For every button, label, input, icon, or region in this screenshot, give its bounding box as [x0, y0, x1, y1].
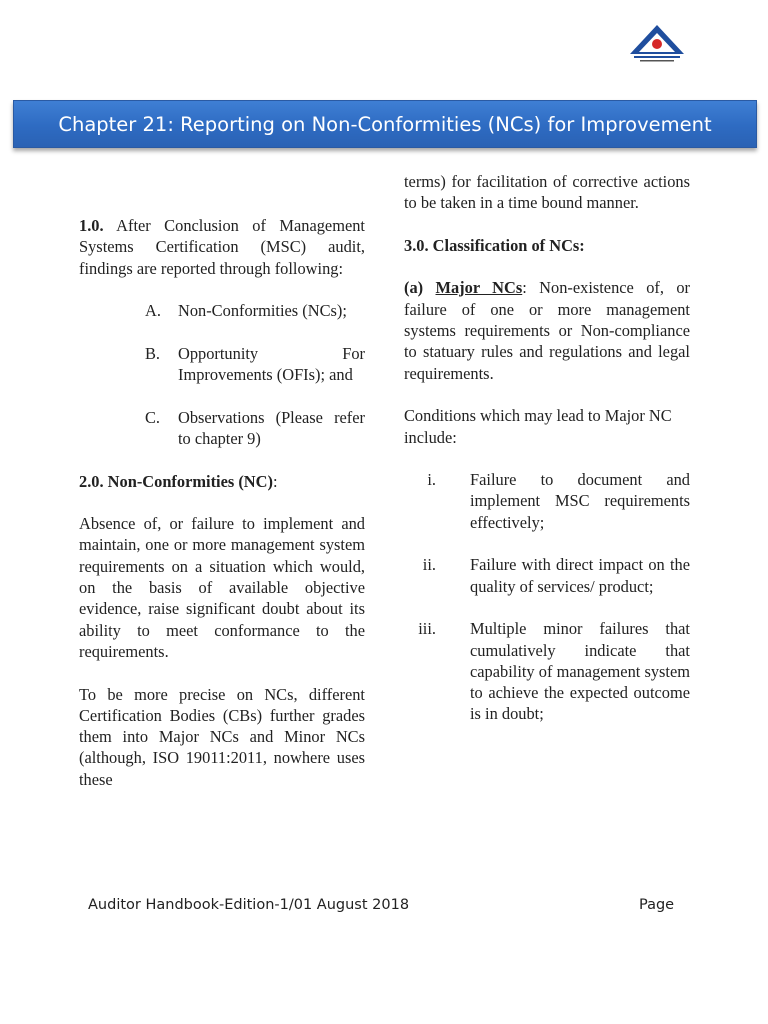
- condition-marker: i.: [427, 470, 436, 490]
- condition-text: Multiple minor failures that cumulatively indicate that capability of management system to achieve the expected outcome is in doubt;: [470, 619, 690, 724]
- major-nc-term: Major NCs: [435, 278, 523, 298]
- intro-number: 1.0.: [79, 216, 104, 235]
- intro-text: After Conclusion of Management Systems Certification (MSC) audit, findings are reported through following:: [79, 216, 365, 278]
- chapter-title-bar: [13, 100, 757, 148]
- finding-text: Observations (Please refer to chapter 9): [178, 407, 365, 448]
- footer-page-label: Page: [639, 897, 675, 913]
- major-nc-text: : Non-existence of, or failure of one or more management systems requirements or Non-compliance to statuary rules and regulations and legal requirements.: [404, 278, 690, 383]
- finding-marker: C.: [145, 407, 161, 427]
- finding-item-b: [79, 343, 365, 386]
- intro-paragraph: [79, 215, 365, 279]
- section-2-paragraph-1: Absence of, or failure to implement and maintain, one or more management system requirements on a situation which would, on the basis of available objective evidence, raise significant doubt about its ability to meet conformance to the requirements.: [79, 514, 365, 661]
- finding-text: Opportunity For Improvements (OFIs); and: [178, 343, 365, 385]
- condition-item-i: [404, 469, 690, 533]
- condition-item-iii: [404, 618, 690, 724]
- chapter-title: Chapter 21: Reporting on Non-Conformities (NCs) for Improvement: [58, 112, 712, 136]
- right-column: [404, 171, 690, 725]
- condition-text: Failure to document and implement MSC requirements effectively;: [470, 470, 690, 532]
- finding-marker: B.: [145, 343, 161, 363]
- bis-logo-icon: [626, 22, 688, 64]
- conditions-intro: Conditions which may lead to Major NC include:: [404, 406, 672, 447]
- finding-marker: A.: [145, 301, 161, 321]
- condition-text: Failure with direct impact on the quality of services/ product;: [470, 555, 690, 596]
- finding-text: Non-Conformities (NCs);: [178, 301, 347, 321]
- section-3-heading: 3.0. Classification of NCs:: [404, 235, 585, 255]
- condition-marker: ii.: [422, 555, 436, 575]
- major-nc-label: (a): [404, 278, 436, 298]
- footer-edition: Auditor Handbook-Edition-1/01 August 2018: [88, 897, 410, 913]
- finding-item-a: [79, 300, 365, 321]
- section-2-heading: 2.0. Non-Conformities (NC):: [79, 471, 278, 491]
- finding-item-c: [79, 407, 365, 450]
- major-nc-paragraph: [404, 277, 690, 383]
- section-2-paragraph-2: To be more precise on NCs, different Certification Bodies (CBs) further grades them into Major NCs and Minor NCs (although, ISO 19011:2011, nowhere uses these: [79, 684, 365, 789]
- continuation-paragraph: terms) for facilitation of corrective actions to be taken in a time bound manner.: [404, 172, 690, 213]
- left-column: [79, 215, 365, 790]
- condition-item-ii: [404, 554, 690, 597]
- condition-marker: iii.: [418, 619, 436, 639]
